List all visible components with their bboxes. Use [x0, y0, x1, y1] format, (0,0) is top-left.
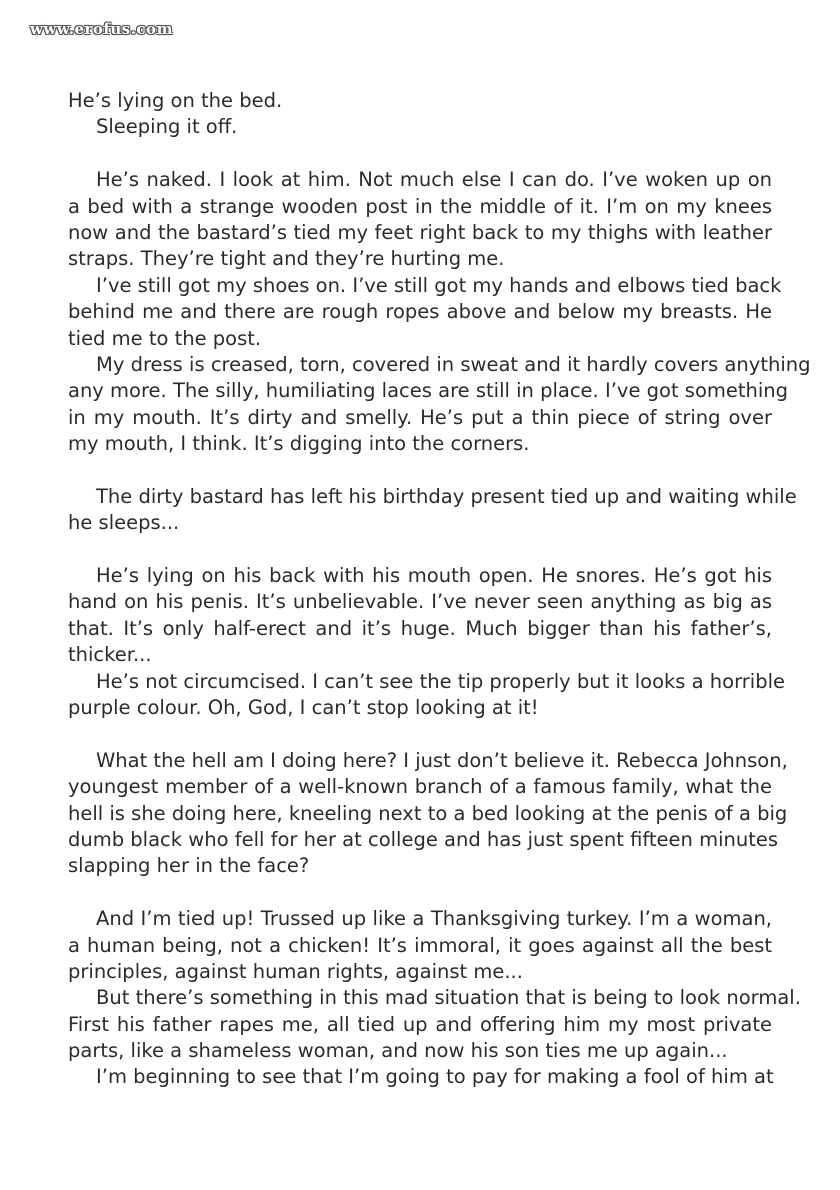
text-line: I’ve still got my shoes on. I’ve still got my hands and elbows tied back	[96, 273, 782, 297]
text-line: He’s lying on the bed.	[68, 89, 283, 112]
text-line: principles, against human rights, against me...	[68, 959, 523, 983]
paragraph-gap	[68, 141, 772, 167]
paragraph-gap	[68, 721, 772, 747]
page-body-text	[68, 88, 811, 1091]
text-line: First his father rapes me, all tied up and offering him my most private	[68, 1012, 772, 1036]
text-line: parts, like a shameless woman, and now his son ties me up again...	[68, 1039, 728, 1063]
paragraph-gap	[68, 457, 772, 483]
text-line: Sleeping it off.	[96, 115, 238, 139]
text-line: The dirty bastard has left his birthday present tied up and waiting while	[96, 484, 797, 508]
text-line: slapping her in the face?	[68, 854, 310, 878]
text-line: any more. The silly, humiliating laces are still in place. I’ve got something	[68, 379, 789, 403]
text-line: youngest member of a well-known branch of a famous family, what the	[68, 775, 772, 799]
text-line: straps. They’re tight and they’re hurting me.	[68, 247, 505, 271]
text-line: in my mouth. It’s dirty and smelly. He’s put a thin piece of string over	[68, 405, 772, 429]
text-line: dumb black who fell for her at college and has just spent fifteen minutes	[68, 827, 779, 851]
text-line: he sleeps...	[68, 511, 180, 535]
text-line: He’s not circumcised. I can’t see the tip properly but it looks a horrible	[96, 669, 785, 693]
text-line: that. It’s only half-erect and it’s huge. Much bigger than his father’s,	[68, 616, 772, 640]
text-line: And I’m tied up! Trussed up like a Thanksgiving turkey. I’m a woman,	[96, 907, 772, 931]
text-line: He’s lying on his back with his mouth open. He snores. He’s got his	[96, 564, 772, 588]
text-line: hell is she doing here, kneeling next to a bed looking at the penis of a big	[68, 801, 788, 825]
text-line: But there’s something in this mad situation that is being to look normal.	[96, 986, 801, 1010]
text-line: tied me to the post.	[68, 326, 262, 350]
text-line: behind me and there are rough ropes above and below my breasts. He	[68, 300, 772, 324]
text-line: I’m beginning to see that I’m going to pay for making a fool of him at	[96, 1065, 774, 1089]
paragraph-gap	[68, 537, 772, 563]
text-line: now and the bastard’s tied my feet right back to my thighs with leather	[68, 220, 772, 244]
site-watermark: www.erofus.com	[30, 20, 173, 38]
text-line: purple colour. Oh, God, I can’t stop looking at it!	[68, 695, 539, 719]
text-line: He’s naked. I look at him. Not much else I can do. I’ve woken up on	[96, 168, 772, 192]
text-line: a bed with a strange wooden post in the middle of it. I’m on my knees	[68, 194, 772, 218]
paragraph-gap	[68, 880, 772, 906]
text-line: a human being, not a chicken! It’s immoral, it goes against all the best	[68, 933, 772, 957]
text-line: my mouth, I think. It’s digging into the corners.	[68, 432, 530, 456]
text-line: hand on his penis. It’s unbelievable. I’ve never seen anything as big as	[68, 590, 772, 614]
text-line: What the hell am I doing here? I just don’t believe it. Rebecca Johnson,	[96, 748, 788, 772]
text-line: My dress is creased, torn, covered in sweat and it hardly covers anything	[96, 352, 811, 376]
text-line: thicker...	[68, 643, 152, 667]
